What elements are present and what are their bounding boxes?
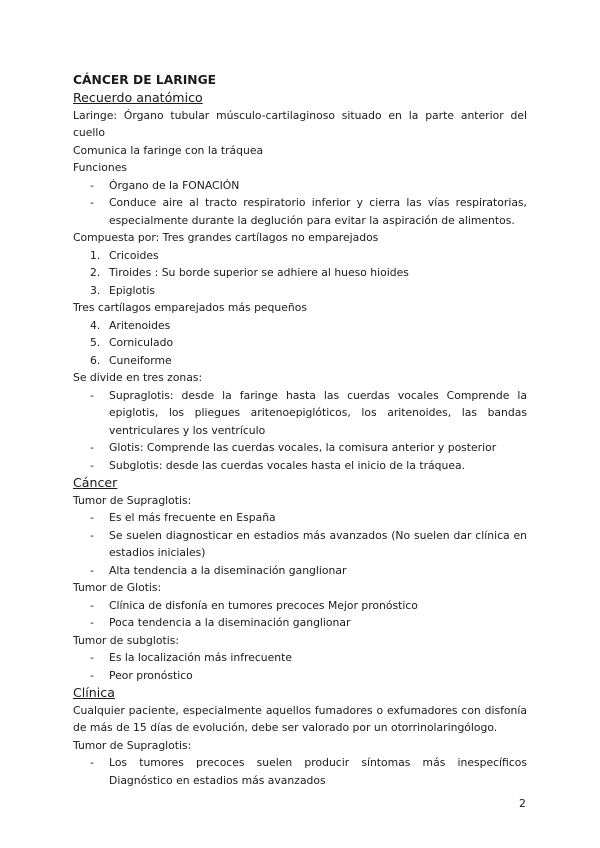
label-tumor-glotis: Tumor de Glotis:	[73, 581, 162, 594]
number-marker: 3.	[90, 283, 101, 297]
list-supraglotis	[73, 509, 527, 579]
list-item: 3. Epiglotis	[73, 282, 527, 300]
list-item: 1. Cricoides	[73, 247, 527, 265]
number-marker: 1.	[90, 248, 101, 262]
list-item: 6. Cuneiforme	[73, 352, 527, 370]
number-marker: 6.	[90, 353, 101, 367]
list-item: - Se suelen diagnosticar en estadios más avanzados (No suelen dar clínica en estadios iniciales)	[90, 528, 527, 559]
list-item: - Órgano de la FONACIÓN	[73, 177, 527, 195]
list-item: - Los tumores precoces suelen producir síntomas más inespecíficos Diagnóstico en estadios más avanzados	[90, 756, 527, 787]
number-marker: 2.	[90, 266, 101, 279]
dash-marker: -	[90, 178, 94, 192]
list-emparejados	[73, 317, 527, 370]
list-item: 2. Tiroides : Su borde superior se adhiere al hueso hioides	[73, 264, 527, 282]
section-heading-cancer: Cáncer	[73, 475, 118, 490]
document-page	[73, 72, 527, 789]
list-zonas	[73, 387, 527, 475]
list-no-emparejados	[73, 247, 527, 300]
list-item: - Peor pronóstico	[73, 667, 527, 685]
paragraph-comunica: Comunica la faringe con la tráquea	[73, 143, 264, 157]
list-item: - Alta tendencia a la diseminación ganglionar	[73, 562, 527, 580]
dash-marker: -	[90, 511, 94, 524]
paragraph-laringe: Laringe: Órgano tubular músculo-cartilaginoso situado en la parte anterior del cuello	[73, 108, 527, 139]
list-subglotis	[73, 649, 527, 684]
dash-marker: -	[90, 388, 94, 402]
label-clinica-supraglotis: Tumor de Supraglotis:	[73, 738, 192, 752]
dash-marker: -	[90, 616, 94, 629]
dash-marker: -	[90, 528, 94, 542]
list-item: - Subglotis: desde las cuerdas vocales hasta el inicio de la tráquea.	[73, 457, 527, 475]
section-heading-clinica: Clínica	[73, 685, 115, 700]
label-zonas: Se divide en tres zonas:	[73, 371, 203, 384]
paragraph-clinica-intro: Cualquier paciente, especialmente aquellos fumadores o exfumadores con disfonía de más de 15 días de evolución, debe ser valorado por un otorrinolaringólogo.	[73, 703, 527, 734]
label-funciones: Funciones	[73, 161, 127, 174]
list-item: - Conduce aire al tracto respiratorio inferior y cierra las vías respiratorias, especialmente durante la deglución para evitar la aspiración de alimentos.	[90, 196, 527, 227]
list-item: - Poca tendencia a la diseminación ganglionar	[73, 614, 527, 632]
list-item: 5. Corniculado	[73, 334, 527, 352]
number-marker: 5.	[90, 336, 101, 349]
list-item: - Es el más frecuente en España	[73, 509, 527, 527]
label-tumor-supraglotis: Tumor de Supraglotis:	[73, 493, 192, 507]
paragraph-compuesta: Compuesta por: Tres grandes cartílagos no emparejados	[73, 231, 379, 244]
number-marker: 4.	[90, 318, 101, 332]
dash-marker: -	[90, 598, 94, 612]
dash-marker: -	[90, 563, 94, 577]
label-emparejados: Tres cartílagos emparejados más pequeños	[73, 301, 307, 314]
dash-marker: -	[90, 651, 94, 664]
list-item: - Es la localización más infrecuente	[73, 649, 527, 667]
dash-marker: -	[90, 668, 94, 682]
dash-marker: -	[90, 441, 94, 454]
page-number: 2	[519, 797, 526, 810]
list-glotis	[73, 597, 527, 632]
dash-marker: -	[90, 458, 94, 472]
section-heading-anatomy: Recuerdo anatómico	[73, 90, 203, 105]
label-tumor-subglotis: Tumor de subglotis:	[73, 633, 179, 647]
list-funciones	[73, 177, 527, 230]
list-item: 4. Aritenoides	[73, 317, 527, 335]
list-clinica-supraglotis	[73, 754, 527, 789]
dash-marker: -	[90, 756, 94, 769]
list-item: - Glotis: Comprende las cuerdas vocales, la comisura anterior y posterior	[73, 439, 527, 457]
list-item: - Supraglotis: desde la faringe hasta las cuerdas vocales Comprende la epiglotis, los pliegues aritenoepiglóticos, los aritenoides, las bandas ventriculares y los ventrículo	[90, 388, 527, 437]
dash-marker: -	[90, 196, 94, 209]
list-item: - Clínica de disfonía en tumores precoces Mejor pronóstico	[73, 597, 527, 615]
document-title: CÁNCER DE LARINGE	[73, 73, 217, 87]
